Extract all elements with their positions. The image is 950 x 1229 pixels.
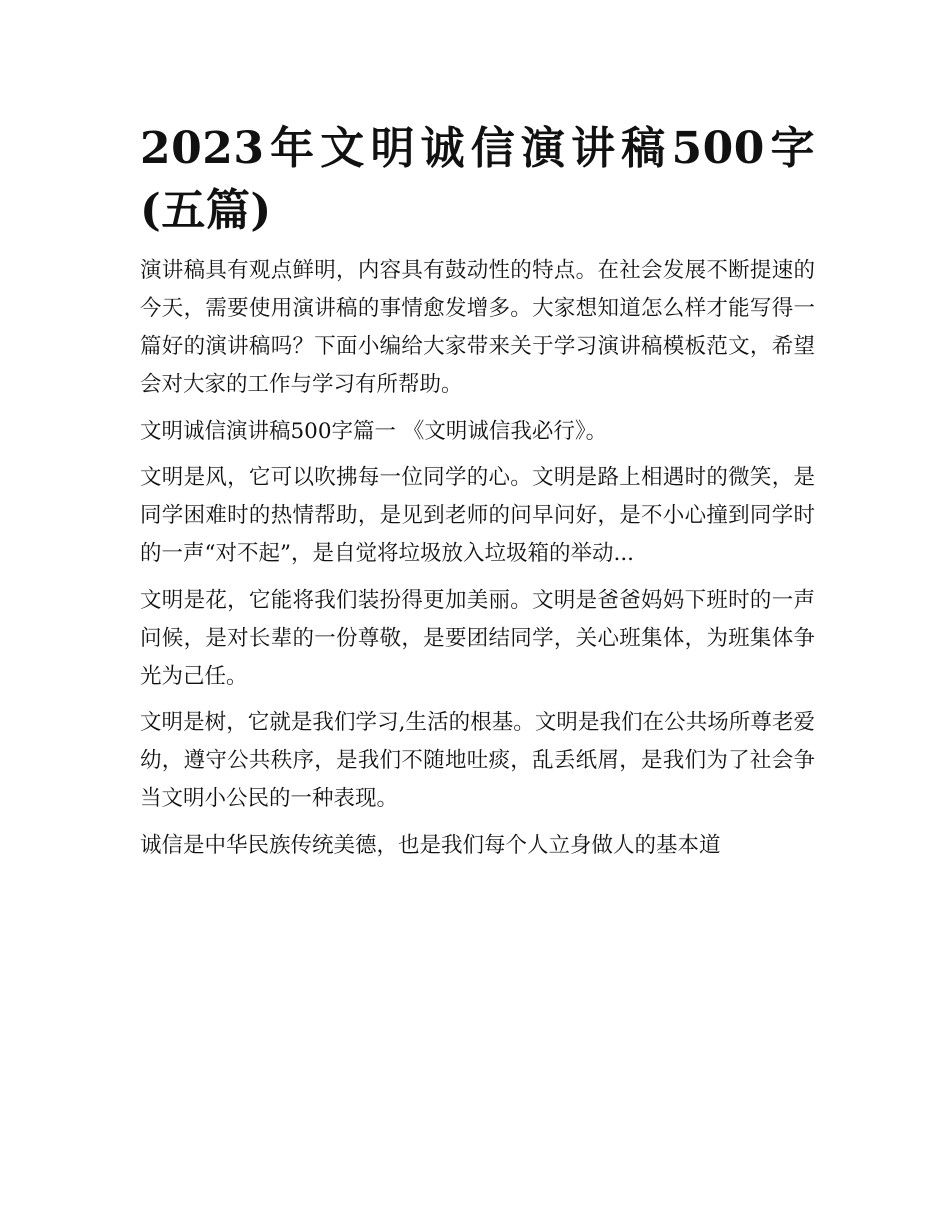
document-title: 2023年文明诚信演讲稿500字(五篇): [140, 123, 815, 236]
intro-paragraph: 演讲稿具有观点鲜明，内容具有鼓动性的特点。在社会发展不断提速的今天，需要使用演讲稿的事情愈发增多。大家想知道怎么样才能写得一篇好的演讲稿吗？下面小编给大家带来关于学习演讲稿模板范文，希望会对大家的工作与学习有所帮助。: [140, 258, 815, 397]
document-content: [140, 118, 815, 873]
paragraph-tree: 文明是树，它就是我们学习,生活的根基。文明是我们在公共场所尊老爱幼，遵守公共秩序，是我们不随地吐痰，乱丢纸屑，是我们为了社会争当文明小公民的一种表现。: [140, 710, 815, 811]
section-heading: 文明诚信演讲稿500字篇一 《文明诚信我必行》。: [140, 418, 608, 444]
paragraph-flower: 文明是花，它能将我们装扮得更加美丽。文明是爸爸妈妈下班时的一声问候，是对长辈的一份尊敬，是要团结同学，关心班集体，为班集体争光为己任。: [140, 587, 815, 689]
paragraph-wind: 文明是风，它可以吹拂每一位同学的心。文明是路上相遇时的微笑，是同学困难时的热情帮助，是见到老师的问早问好，是不小心撞到同学时的一声“对不起”，是自觉将垃圾放入垃圾箱的举动...: [140, 465, 815, 566]
paragraph-honesty: 诚信是中华民族传统美德，也是我们每个人立身做人的基本道: [140, 832, 721, 858]
